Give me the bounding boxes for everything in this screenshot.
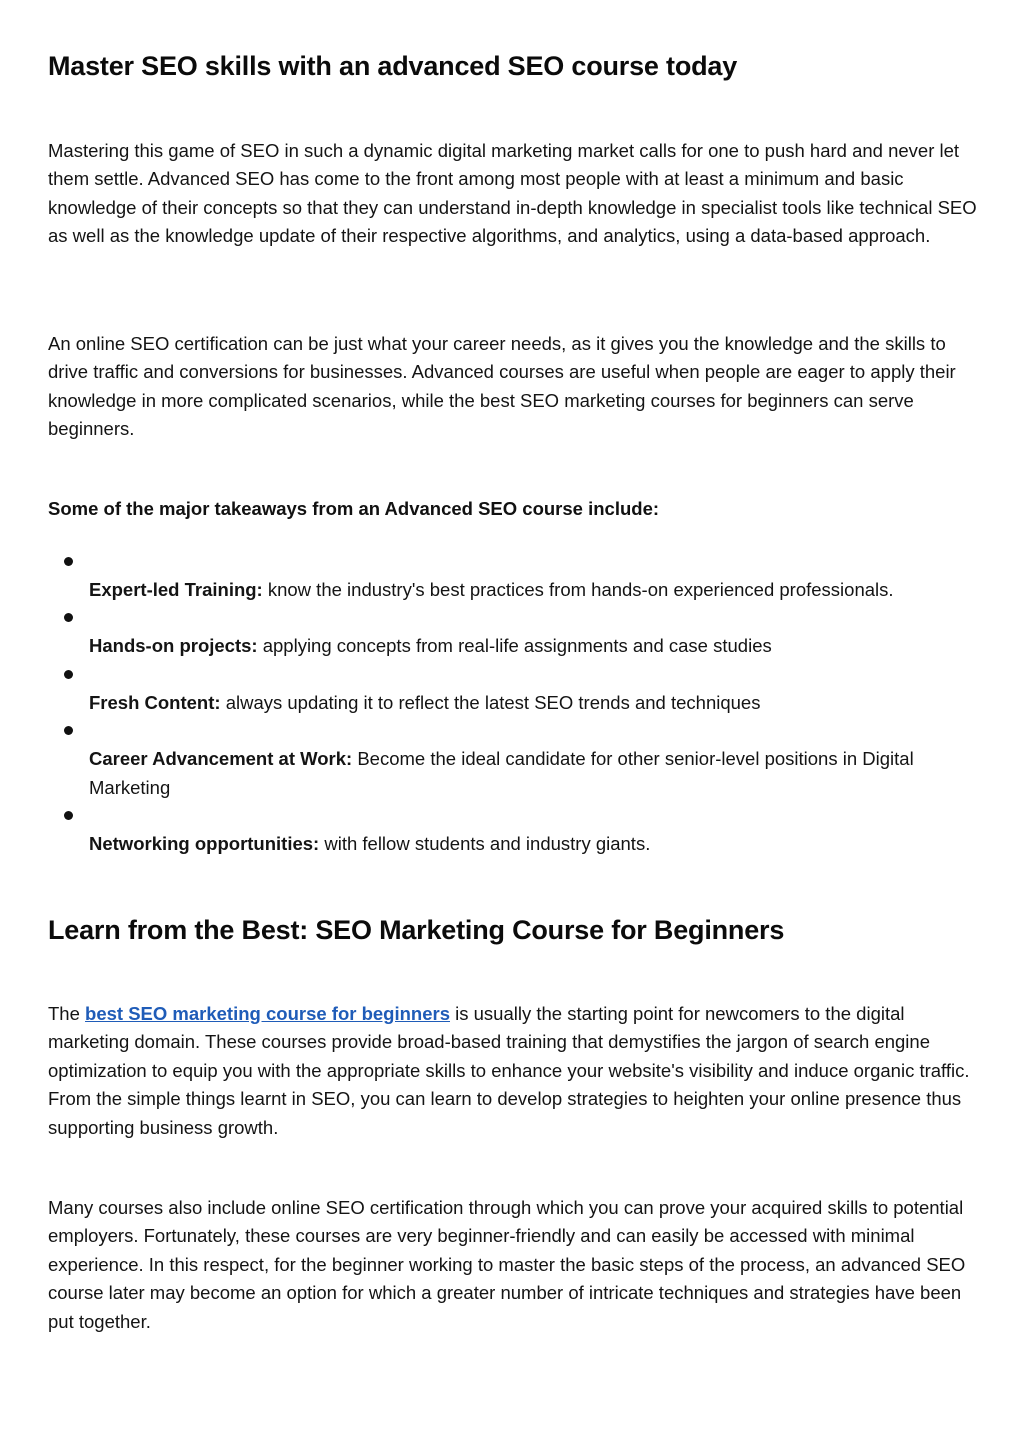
bullet-icon	[64, 557, 73, 566]
section-heading-beginners: Learn from the Best: SEO Marketing Course for Beginners	[48, 915, 785, 945]
bullet-icon	[64, 670, 73, 679]
paragraph-beginners	[48, 1000, 978, 1142]
bullet-icon	[64, 613, 73, 622]
takeaway-text: with fellow students and industry giants.	[319, 833, 651, 855]
paragraph-certification: An online SEO certification can be just what your career needs, as it gives you the knowledge and the skills to drive traffic and conversions for businesses. Advanced courses are useful when people are eager to apply their knowledge in more complicated scenarios, while the best SEO marketing courses for beginners can serve beginners.	[48, 333, 956, 440]
list-item	[48, 802, 978, 858]
paragraph-suffix: is usually the starting point for newcomers to the digital marketing domain. These courses provide broad-based training that demystifies the jargon of search engine optimization to equip you with the appropriate skills to enhance your website's visibility and induce organic traffic. From the simple things learnt in SEO, you can learn to develop strategies to heighten your online presence thus supporting business growth.	[48, 1003, 970, 1138]
paragraph-online-certification: Many courses also include online SEO certification through which you can prove your acquired skills to potential employers. Fortunately, these courses are very beginner-friendly and can easily be accessed with minimal experience. In this respect, for the beginner working to master the basic steps of the process, an advanced SEO course later may become an option for which a greater number of intricate techniques and strategies have been put together.	[48, 1197, 966, 1332]
takeaway-term: Networking opportunities:	[89, 833, 320, 855]
list-item	[48, 604, 978, 660]
bullet-icon	[64, 726, 73, 735]
paragraph-intro: Mastering this game of SEO in such a dynamic digital marketing market calls for one to push hard and never let them settle. Advanced SEO has come to the front among most people with at least a minimum and basic knowledge of their concepts so that they can understand in-depth knowledge in specialist tools like technical SEO as well as the knowledge update of their respective algorithms, and analytics, using a data-based approach.	[48, 140, 977, 247]
paragraph-prefix: The	[48, 1003, 86, 1024]
takeaway-text: Become the ideal candidate for other senior-level positions in Digital Marketing	[89, 748, 914, 798]
list-item	[48, 661, 978, 717]
takeaways-list	[48, 548, 978, 858]
takeaway-term: Expert-led Training:	[89, 579, 263, 600]
takeaway-text: always updating it to reflect the latest SEO trends and techniques	[220, 691, 761, 713]
takeaway-term: Hands-on projects:	[89, 635, 258, 657]
takeaway-term: Fresh Content:	[89, 691, 221, 713]
section-heading-advanced-seo: Master SEO skills with an advanced SEO course today	[48, 51, 738, 81]
takeaways-intro: Some of the major takeaways from an Advanced SEO course include:	[48, 498, 660, 519]
list-item	[48, 548, 978, 604]
list-item	[48, 717, 978, 802]
beginners-course-link[interactable]: best SEO marketing course for beginners	[85, 1003, 450, 1024]
bullet-icon	[64, 811, 73, 820]
takeaway-term: Career Advancement at Work:	[89, 748, 353, 770]
takeaway-text: know the industry's best practices from hands-on experienced professionals.	[262, 579, 894, 600]
takeaway-text: applying concepts from real-life assignments and case studies	[257, 635, 772, 657]
